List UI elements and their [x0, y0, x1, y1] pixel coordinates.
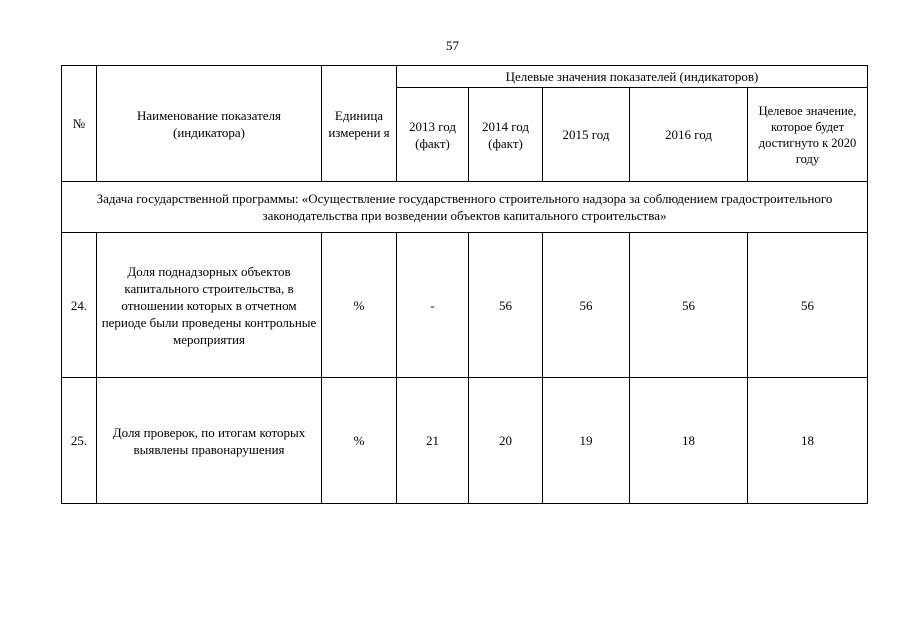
- value-target: 56: [748, 233, 868, 378]
- task-row: [62, 182, 868, 233]
- indicators-table: [61, 65, 868, 504]
- value-2016: 56: [630, 233, 748, 378]
- header-target-values-group: Целевые значения показателей (индикаторов): [397, 66, 868, 88]
- header-2014: 2014 год (факт): [469, 88, 543, 182]
- header-num: №: [62, 66, 97, 182]
- unit-cell: %: [322, 378, 397, 504]
- indicator-name: Доля поднадзорных объектов капитального строительства, в отношении которых в отчетном периоде были проведены контрольные мероприятия: [97, 233, 322, 378]
- value-2013: 21: [397, 378, 469, 504]
- table-row: [62, 378, 868, 504]
- page-number: 57: [446, 38, 459, 53]
- header-unit: Единица измерени я: [322, 66, 397, 182]
- value-2014: 20: [469, 378, 543, 504]
- table-row: [62, 233, 868, 378]
- program-task: Задача государственной программы: «Осуществление государственного строительного надзора за соблюдением градостроительного законодательства при возведении объектов капитального строительства»: [62, 182, 868, 233]
- header-row: [62, 66, 868, 88]
- value-2014: 56: [469, 233, 543, 378]
- row-number: 25.: [62, 378, 97, 504]
- header-2015: 2015 год: [543, 88, 630, 182]
- value-2016: 18: [630, 378, 748, 504]
- header-name: Наименование показателя (индикатора): [97, 66, 322, 182]
- header-2016: 2016 год: [630, 88, 748, 182]
- value-2015: 56: [543, 233, 630, 378]
- row-number: 24.: [62, 233, 97, 378]
- value-2015: 19: [543, 378, 630, 504]
- header-target-2020: Целевое значение, которое будет достигнуто к 2020 году: [748, 88, 868, 182]
- indicator-name: Доля проверок, по итогам которых выявлены правонарушения: [97, 378, 322, 504]
- value-target: 18: [748, 378, 868, 504]
- unit-cell: %: [322, 233, 397, 378]
- header-2013: 2013 год (факт): [397, 88, 469, 182]
- value-2013: -: [397, 233, 469, 378]
